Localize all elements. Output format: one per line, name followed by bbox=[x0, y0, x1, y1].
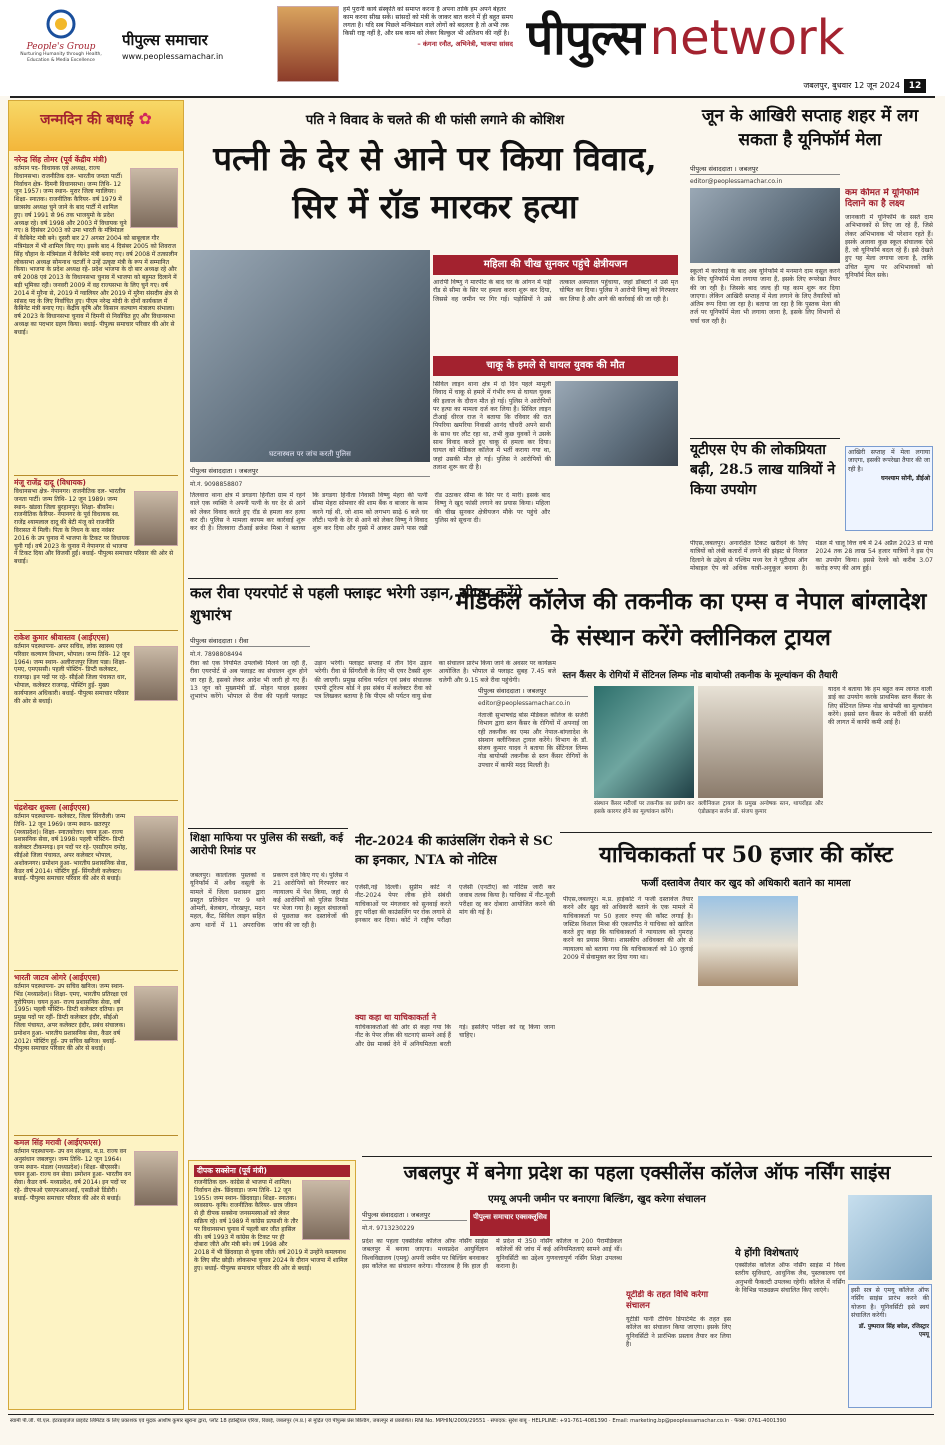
sidebar-title-text: जन्मदिन की बधाई bbox=[40, 112, 134, 128]
nursing-contact: मो.नं. 9713230229 bbox=[362, 1225, 415, 1232]
sidebar-entry bbox=[14, 475, 178, 630]
petition-top-rule bbox=[560, 832, 932, 833]
neet-subhead: क्या कहा था याचिकाकर्ता ने bbox=[355, 1013, 437, 1022]
mafia-headline: शिक्षा माफिया पर पुलिस की सख्ती, कई आरोपी रिमांड पर bbox=[190, 832, 344, 857]
entry-photo bbox=[134, 986, 178, 1041]
dateline: जबलपुर, बुधवार 12 जून 2024 bbox=[803, 81, 900, 90]
airport-contact: मो.नं. 7898808494 bbox=[190, 651, 243, 658]
neet-headline: नीट-2024 की काउंसलिंग रोकने से SC का इनकार, NTA को नोटिस bbox=[355, 834, 553, 868]
masthead-rule bbox=[10, 96, 935, 98]
lead-contact: मो.नं. 9098858807 bbox=[190, 481, 243, 488]
brand-english: network bbox=[649, 10, 845, 66]
brand-hindi: पीपुल्स bbox=[526, 10, 644, 66]
sidebar-entry bbox=[14, 630, 178, 800]
entry-body: वर्तमान पदस्थापना- उप सचिव खनिज। जन्म स्थान- भिंड (मध्यप्रदेश)। शिक्षा- एमए, भारतीय प्रतिरक्षा एवं यूरोपियन। चयन हुआ- राज्य प्रशासनिक सेवा, वर्ष 1995। पहली पोस्टिंग- डिप्टी कलेक्टर दतिया। इन प्रमुख पदों पर रहीं- डिप्टी कलेक्टर इंदौर, सीईओ जिला पंचायत, अपर कलेक्टर इंदौर, प्रबंध संचालक। प्रमोशन हुआ- भारतीय प्रशासनिक सेवा, कैडर वर्ष 2012। पोस्टिंग हुई- उप सचिव खनिज। बधाई- पीपुल्स समाचार परिवार की ओर से बधाई। bbox=[14, 983, 128, 1053]
entry-photo bbox=[134, 491, 178, 546]
nursing-body3: एक्सीलेंस कॉलेज ऑफ नर्सिंग साइंस में विश्व स्तरीय सुविधाएं, आधुनिक लैब, पुस्तकालय एवं अनुभवी फैकल्टी उपलब्ध रहेगी। कॉलेज में नर्सिंग के विभिन्न पाठ्यक्रम संचालित किए जाएंगे। bbox=[735, 1262, 845, 1294]
lead-subhead-bar: महिला की चीख सुनकर पहुंचे क्षेत्रीयजन bbox=[433, 255, 678, 275]
uts-headline: यूटीएस ऐप की लोकप्रियता बढ़ी, 28.5 लाख यात्रियों ने किया उपयोग bbox=[690, 442, 836, 498]
quote-box bbox=[343, 6, 513, 84]
entry-body: वर्तमान पद- विधायक एवं अध्यक्ष, राज्य विधानसभा। राजनीतिक दल- भारतीय जनता पार्टी। निर्वाचन क्षेत्र- दिमनी विधानसभा। जन्म तिथि- 12 जून 1957। जन्म स्थान- मुरार जिला ग्वालियर। शिक्षा- स्नातक। राजनीतिक कैरियर- वर्ष 1979 में छात्रसंघ अध्यक्ष चुने जाने के बाद पार्टी में शामिल हुए। वर्ष 1991 से 96 तक भाजयुमो के प्रदेश अध्यक्ष रहे। वर्ष 1998 और 2003 में विधायक चुने गए। 8 दिसंबर 2003 को उमा भारती के मंत्रिमंडल में कैबिनेट मंत्री बने। दूसरी बार 27 अगस्त 2004 को बाबूलाल गौर मंत्रिमंडल में भी शामिल किए गए। इसके बाद 4 दिसंबर 2005 को शिवराज सिंह चौहान के मंत्रिमंडल में कैबिनेट मंत्री बनाए गए। वर्ष 2008 में तत्कालीन लोकसभा अध्यक्ष सोमनाथ चटर्जी ने उन्हें उत्कृष्ट मंत्री के रूप में सम्मानित किया। भाजपा के प्रदेश अध्यक्ष रहे- प्रदेश भाजपा के दो बार अध्यक्ष रहे और वर्ष 2008 एवं 2013 के विधानसभा चुनाव में भाजपा को बहुमत दिलाने में बड़ी भूमिका रही। जनवरी 2009 में वह राज्यसभा के लिए चुने गए। वर्ष 2014 में मुरैना से, 2019 में ग्वालियर और 2019 में मुरैना संसदीय क्षेत्र से सांसद पद के लिए निर्वाचित हुए। पीएम नरेन्द्र मोदी के दोनों कार्यकाल में कैबिनेट मंत्री बनाए गए। केंद्रीय कृषि और किसान कल्याण मंत्रालय संभाला। वर्ष 2023 के विधानसभा चुनाव में दिमनी से निर्वाचित हुए और विधानसभा अध्यक्ष का पदभार ग्रहण किया। बधाई- पीपुल्स समाचार परिवार की ओर से बधाई। bbox=[14, 165, 178, 336]
birthday-sidebar bbox=[8, 100, 184, 1410]
petition-subhead: फर्जी दस्तावेज तैयार कर खुद को अधिकारी बताने का मामला bbox=[641, 878, 851, 889]
brand bbox=[526, 4, 936, 74]
nurse-photo bbox=[848, 1195, 932, 1280]
sidebar-entry bbox=[14, 1135, 178, 1335]
lead-byline bbox=[190, 466, 430, 491]
page-number: 12 bbox=[904, 79, 926, 93]
lead-kicker: पति ने विवाद के चलते की थी फांसी लगाने की कोशिश bbox=[305, 113, 565, 128]
entry-name: कमल सिंह मरावी (आईएफएस) bbox=[14, 1138, 102, 1147]
lead-body-right: आरोपी विष्णु ने मारपीट के बाद घर के आंगन में पड़ी रॉड से सीमा के सिर पर हमला करना शुरू कर दिया, जिससे वह जमीन पर गिर गई। पड़ोसियों ने उसे तत्काल अस्पताल पहुंचाया, जहां डॉक्टरों ने उसे मृत घोषित कर दिया। पुलिस ने आरोपी विष्णु को गिरफ्तार कर लिया है और आगे की कार्रवाई की जा रही है। bbox=[433, 279, 678, 303]
nursing-headline: जबलपुर में बनेगा प्रदेश का पहला एक्सीलेंस कॉलेज ऑफ नर्सिंग साइंस bbox=[403, 1162, 891, 1184]
mafia-top-rule bbox=[188, 828, 348, 829]
uniform-subhead: कम कीमत में यूनिफॉर्म दिलाने का है लक्ष्य bbox=[845, 188, 920, 209]
sidebar-entry bbox=[14, 970, 178, 1135]
logo-ring-icon bbox=[41, 8, 81, 42]
petition-body-right bbox=[805, 896, 932, 1151]
uniform-body: स्कूलों में कार्रवाई के बाद अब यूनिफॉर्म में मनमाने दाम वसूल करने के लिए यूनिफॉर्म मेला लगाया जाना है, इसके लिए रूपरेखा तैयार की जा रही है। जिसके बाद जल्द ही यह काम शुरू कर दिया जाएगा। लेकिन आखिरी सप्ताह में मेला लगाने के लिए तैयारियों को अंतिम रूप दिया जा रहा है। बताया जा रहा है कि पुस्तक मेला की तर्ज पर यूनिफॉर्म मेला भी लगाया जाना है, इसके लिए विभागों से चर्चा चल रही है। bbox=[690, 268, 840, 325]
medical-subhead: स्तन कैंसर के रोगियों में सेंटिनल लिम्फ नोड बायोप्सी तकनीक के मूल्यांकन की तैयारी bbox=[562, 671, 838, 681]
second-story-body: सिविल लाइन थाना क्षेत्र में दो दिन पहले मामूली विवाद में चाकू से हमले में गंभीर रूप से घायल युवक की इलाज के दौरान मौत हो गई। पुलिस ने आरोपियों पर हत्या का मामला दर्ज कर लिया है। सिविल लाइन टीआई धीरज राज ने बताया कि रविवार की रात पिपरिया खमरिया निवासी आनंद चौधरी अपने साथी के साथ घर लौट रहा था, तभी कुछ युवकों ने उसके साथ विवाद करते हुए चाकू से हमला कर दिया। घायल को मेडिकल कॉलेज में भर्ती कराया गया था, जहां उसकी मौत हो गई। पुलिस ने आरोपियों की तलाश शुरू कर दी है। bbox=[433, 381, 551, 471]
second-story-photo bbox=[555, 381, 678, 466]
nursing-body2: यूटीडी यानी टीचिंग डिपार्टमेंट के तहत इस कॉलेज का संचालन किया जाएगा। इसके लिए यूनिवर्सिटी ने प्रारंभिक प्रस्ताव तैयार कर लिया है। bbox=[626, 1316, 731, 1348]
uniform-photo bbox=[690, 188, 840, 263]
entry-photo bbox=[134, 1151, 178, 1206]
masthead bbox=[0, 0, 945, 96]
group-name: People's Group bbox=[26, 42, 96, 52]
high-court-photo bbox=[698, 896, 798, 986]
medical-body: नेताजी सुभाषचंद्र बोस मेडिकल कॉलेज के सर्जरी विभाग द्वारा स्तन कैंसर के रोगियों में अपनाई जा रही तकनीक का एम्स और नेपाल-बांग्लादेश के संस्थान क्लीनिकल ट्रायल करेंगे। विभाग के डॉ. संजय कुमार यादव ने बताया कि सेंटिनल लिम्फ नोड बायोप्सी तकनीक से स्तन कैंसर रोगियों के उपचार में काफी मदद मिलती है। bbox=[478, 712, 588, 769]
entry-name: मंजू राजेंद्र दादू (विधायक) bbox=[14, 478, 86, 487]
medical-caption-left: संस्थान कैंसर मरीजों पर तकनीक का प्रयोग कर इसके कारगर होने का मूल्यांकन करेंगे। bbox=[594, 801, 694, 816]
medical-doctor-photo bbox=[698, 686, 823, 798]
medical-email[interactable]: editor@peoplessamachar.co.in bbox=[478, 700, 571, 707]
entry-name: राकेश कुमार श्रीवास्तव (आईएएस) bbox=[14, 633, 110, 642]
paper-name bbox=[122, 30, 282, 70]
entry-body: वर्तमान पदस्थापना- अपर सचिव, लोक स्वास्थ्य एवं परिवार कल्याण विभाग, भोपाल। जन्म तिथि- 12 जून 1964। जन्म स्थान- अलीराजपुर जिला पन्ना। शिक्षा- एमए, एमएससी। पहली पोस्टिंग- डिप्टी कलेक्टर, राजगढ़। इन पदों पर रहे- सीईओ जिला पंचायत धार, भोपाल, कलेक्टर राजगढ़, पोस्टिंग हुई- मुख्य कार्यपालन अधिकारी। बधाई- पीपुल्स समाचार परिवार की ओर से बधाई। bbox=[14, 643, 130, 705]
quote-attribution: – कंगना रनौत, अभिनेत्री, भाजपा सांसद bbox=[417, 40, 513, 48]
nursing-byline: पीपुल्स संवाददाता । जबलपुर bbox=[362, 1210, 467, 1221]
extra-photo bbox=[302, 1180, 350, 1240]
uniform-email[interactable]: editor@peoplessamachar.co.in bbox=[690, 178, 783, 185]
nursing-byline-block bbox=[362, 1210, 467, 1235]
nursing-exclusive-badge: पीपुल्स समाचार एक्सक्लूसिव bbox=[470, 1210, 550, 1236]
extra-title: दीपक सक्सेना (पूर्व मंत्री) bbox=[194, 1165, 350, 1177]
uniform-headline: जून के आखिरी सप्ताह शहर में लग सकता है यूनिफॉर्म मेला bbox=[701, 106, 919, 150]
entry-body: वर्तमान पदस्थापना- उप वन संरक्षक, म.प्र. राज्य वन अनुसंधान जबलपुर। जन्म तिथि- 12 जून 1964। जन्म स्थान- मंडला (मध्यप्रदेश)। शिक्षा- बीएससी। चयन हुआ- राज्य वन सेवा। प्रमोशन हुआ- भारतीय वन सेवा। कैडर वर्ष- मध्यप्रदेश, वर्ष 2014। इन पदों पर रहे- डीएफओ एसएफआरआई, एसडीओ डिंडोरी। बधाई- पीपुल्स समाचार परिवार की ओर से बधाई। bbox=[14, 1148, 131, 1202]
nursing-subhead3: ये होंगी विशेषताएं bbox=[735, 1248, 799, 1259]
footer-imprint: स्वामी पी.जी. पी.एल. इंटरप्राइजेज प्राइवेट लिमिटेड के लिए प्रकाशक एवं मुद्रक आशीष कुमार खुराना द्वारा, प्लॉट 18 इंडस्ट्रियल एरिया, रिछाई, जबलपुर (म.प्र.) से मुद्रित एवं पीपुल्स प्रेस बिल्डिंग, जबलपुर से प्रकाशित। RNI No. MPHIN/2009/29551 · संपादक: सुरेश बाबू · HELPLINE: +91-761-4081390 · Email: marketing.bp@peoplessamachar.co.in · फैक्स: 0761-4001390 bbox=[10, 1418, 787, 1424]
uniform-byline-block bbox=[690, 164, 840, 188]
sidebar-entry bbox=[14, 155, 178, 475]
nursing-note-attribution: डॉ. पुष्पराज सिंह बघेल, रजिस्ट्रार एमयू bbox=[858, 1324, 929, 1339]
medical-headline: मेडिकल कॉलेज की तकनीक का एम्स व नेपाल बांग्लादेश के संस्थान करेंगे क्लीनिकल ट्रायल bbox=[455, 588, 927, 651]
paper-title: पीपुल्स समाचार bbox=[122, 31, 208, 49]
peoples-group-logo bbox=[16, 8, 106, 88]
medical-surgery-photo bbox=[594, 686, 694, 798]
sidebar-entry bbox=[14, 800, 178, 970]
flower-icon: ✿ bbox=[138, 109, 152, 128]
entry-name: भारती जाटव ओगरे (आईएएस) bbox=[14, 973, 101, 982]
entry-body: वर्तमान पदस्थापना- कलेक्टर, जिला सिंगरौली। जन्म तिथि- 12 जून 1969। जन्म स्थान- छतरपुर (मध्यप्रदेश)। शिक्षा- स्नातकोत्तर। चयन हुआ- राज्य प्रशासनिक सेवा, वर्ष 1998। पहली पोस्टिंग- डिप्टी कलेक्टर टीकमगढ़। इन पदों पर रहे- एसडीएम दमोह, सीईओ जिला पंचायत, अपर कलेक्टर भोपाल, अशोकनगर। प्रमोशन हुआ- भारतीय प्रशासनिक सेवा, कैडर वर्ष 2014। पोस्टिंग हुई- सिंगरौली कलेक्टर। बधाई- पीपुल्स समाचार परिवार की ओर से बधाई। bbox=[14, 813, 128, 883]
uniform-divider bbox=[690, 438, 840, 439]
group-tagline: Nurturing Humanity through Health, Education & Media Excellence bbox=[20, 52, 102, 63]
entry-photo bbox=[134, 816, 178, 871]
lead-byline-text: पीपुल्स संवाददाता । जबलपुर bbox=[190, 466, 430, 477]
extra-body: राजनीतिक दल- कांग्रेस से भाजपा में शामिल। निर्वाचन क्षेत्र- छिंदवाड़ा। जन्म तिथि- 12 जून 1955। जन्म स्थान- छिंदवाड़ा। शिक्षा- स्नातक। व्यवसाय- कृषि। राजनीतिक कैरियर- छात्र जीवन से ही दीपक सक्सेना जनसमस्याओं को लेकर सक्रिय रहे। वर्ष 1989 में कांग्रेस प्रत्याशी के तौर पर विधानसभा चुनाव में पहली बार जीत हासिल की। वर्ष 1993 में कांग्रेस के टिकट पर ही दोबारा जीते और मंत्री बने। वर्ष 1998 और 2018 में भी छिंदवाड़ा से चुनाव जीते। वर्ष 2019 में उन्होंने कमलनाथ के लिए सीट छोड़ी। लोकसभा चुनाव 2024 के दौरान भाजपा में शामिल हुए। बधाई- पीपुल्स समाचार परिवार की ओर से बधाई। bbox=[194, 1179, 348, 1272]
quote-portrait bbox=[277, 6, 339, 82]
medical-byline: पीपुल्स संवाददाता । जबलपुर bbox=[478, 686, 588, 697]
footer-rule bbox=[8, 1414, 934, 1415]
lead-photo bbox=[190, 250, 430, 462]
uniform-note bbox=[845, 446, 933, 531]
medical-caption-right: क्लीनिकल ट्रायल के प्रमुख अन्वेषक स्तन, थायरॉइड और एंडोक्राइन सर्जन डॉ. संजय कुमार bbox=[698, 801, 823, 816]
airport-byline: पीपुल्स संवाददाता । रीवा bbox=[190, 636, 310, 647]
uniform-body2: जानकारी में यूनिफॉर्म के सस्ते दाम अभिभावकों से लिए जा रहे हैं, जिसे लेकर अभिभावक भी परेशान रहते हैं। इसके अलावा कुछ स्कूल संचालक ऐसे हैं, जो यूनिफॉर्म बदल रहे हैं। इसे देखते हुए यह मेला लगाया जाना है, ताकि उचित मूल्य पर अभिभावकों को यूनिफॉर्म मिल सके। bbox=[845, 214, 933, 280]
nursing-note-text: इसी सत्र से एमयू कॉलेज ऑफ नर्सिंग साइंस प्रारंभ करने की योजना है। यूनिवर्सिटी इसे स्वयं संचालित करेगी। bbox=[851, 1287, 929, 1319]
nursing-subhead2: यूटीडी के तहत विधि करेगा संचालन bbox=[626, 1290, 709, 1311]
nursing-note bbox=[848, 1284, 932, 1408]
uniform-note-text: आखिरी सप्ताह में मेला लगाया जाएगा, इसकी रूपरेखा तैयार की जा रही है। bbox=[848, 449, 930, 473]
paper-website[interactable]: www.peoplessamachar.in bbox=[122, 52, 224, 61]
lead-headline: पत्नी के देर से आने पर किया विवाद, सिर में रॉड मारकर हत्या bbox=[213, 139, 657, 226]
medical-byline-block bbox=[478, 686, 588, 710]
airport-body: रीवा को एक नियमित उपलब्धि मिलने जा रही है, रीवा एयरपोर्ट से अब फ्लाइट का संचालन शुरू होने जा रहा है, इसको लेकर आदेश भी जारी हो गए हैं। 13 जून को मुख्यमंत्री डॉ. मोहन यादव इसका शुभारंभ करेंगे। भोपाल से रीवा की पहली फ्लाइट उड़ान भरेगी। फ्लाइट सप्ताह में तीन दिन उड़ान भरेगी। रीवा से सिंगरौली के लिए भी एयर टैक्सी शुरू की जाएगी। प्रमुख सचिव पर्यटन एवं प्रबंध संचालक एमपी टूरिज्म बोर्ड ने इस संबंध में कलेक्टर रीवा को पत्र लिखकर बताया है कि पीएम श्री पर्यटन वायु सेवा का संचालन प्रारंभ किया जाने के अवसर पर कार्यक्रम आयोजित है। भोपाल से फ्लाइट सुबह 7.45 बजे चलेगी और 9.15 बजे रीवा पहुंचेगी। bbox=[190, 660, 556, 701]
neet-body: एजेंसी,नई दिल्ली। सुप्रीम कोर्ट ने नीट-2024 पेपर लीक होने संबंधी याचिकाओं पर मंगलवार को सुनवाई करते हुए परीक्षा की काउंसलिंग पर रोक लगाने से इनकार कर दिया। कोर्ट ने राष्ट्रीय परीक्षा एजेंसी (एनटीए) को नोटिस जारी कर जवाब तलब किया है। याचिका में नीट-यूजी परीक्षा रद्द कर दोबारा आयोजित करने की मांग की गई है। bbox=[355, 884, 555, 925]
petition-body: पीएस,जबलपुर। म.प्र. हाईकोर्ट ने फर्जी दस्तावेज तैयार करने और खुद को अधिकारी बताने के एक मामले में याचिकाकर्ता पर 50 हजार रुपए की कॉस्ट लगाई है। जस्टिस विशाल मिश्रा की एकलपीठ ने याचिका को खारिज करते हुए कहा कि याचिकाकर्ता ने न्यायालय को गुमराह करने का प्रयास किया। शासकीय अधिवक्ता की ओर से न्यायालय को बताया गया कि याचिकाकर्ता को 10 जुलाई 2009 में सेवामुक्त कर दिया गया था। bbox=[563, 896, 693, 962]
nursing-top-rule bbox=[362, 1156, 932, 1157]
sidebar-title bbox=[9, 101, 183, 151]
nursing-subhead: एमयू अपनी जमीन पर बनाएगा बिल्डिंग, खुद करेगा संचालन bbox=[488, 1194, 706, 1205]
entry-name: नरेन्द्र सिंह तोमर (पूर्व केंद्रीय मंत्री) bbox=[14, 155, 108, 164]
birthday-extra bbox=[188, 1160, 356, 1410]
uniform-note-attribution: घनश्याम सोनी, डीईओ bbox=[881, 474, 930, 482]
airport-top-rule bbox=[188, 578, 558, 579]
nursing-body: प्रदेश का पहला एक्सीलेंस कॉलेज ऑफ नर्सिंग साइंस जबलपुर में बनाया जाएगा। मध्यप्रदेश आयुर्विज्ञान विश्वविद्यालय (एमयू) अपनी जमीन पर बिल्डिंग बनवाकर इस कॉलेज का संचालन करेगा। गौरतलब है कि हाल ही में प्रदेश में 350 नर्सिंग कॉलेज व 200 पैरामेडिकल कॉलेजों की जांच में कई अनियमितताएं सामने आई थीं। यूनिवर्सिटी का उद्देश्य गुणवत्तापूर्ण नर्सिंग शिक्षा उपलब्ध कराना है। bbox=[362, 1238, 622, 1270]
entry-body: विधानसभा क्षेत्र- नेपानगर। राजनीतिक दल- भारतीय जनता पार्टी। जन्म तिथि- 12 जून 1989। जन्म स्थान- खंडवा जिला बुरहानपुर। शिक्षा- बीकॉम। राजनीतिक कैरियर- नेपानगर के पूर्व विधायक स्व. राजेंद्र श्यामलाल दादू की बेटी मंजू को राजनीति विरासत में मिली। पिता के निधन के बाद नवंबर 2016 के उप चुनाव में भाजपा के टिकट पर विधायक चुनी गईं। वर्ष 2023 के चुनाव में नेपानगर से भाजपा ने टिकट दिया और विजयी हुईं। बधाई- पीपुल्स समाचार परिवार की ओर से बधाई। bbox=[14, 488, 174, 566]
uts-body: पीएस,जबलपुर। अनारक्षित टिकट खरीदने के लिए यात्रियों को लंबी कतारों में लगने की झंझट से निजात दिलाने के उद्देश्य से पश्चिम मध्य रेल ने यूटीएस ऑन मोबाइल ऐप को अधिक यात्री-अनुकूल बनाया है। मंडल में चालू वित्त वर्ष में 24 अप्रैल 2023 से मार्च 2024 तक 28 लाख 54 हजार यात्रियों ने इस ऐप का उपयोग किया। इससे रेलवे को करीब 3.07 करोड़ रुपए की आय हुई। bbox=[690, 540, 933, 572]
petition-headline: याचिकाकर्ता पर 50 हजार की कॉस्ट bbox=[599, 842, 893, 868]
lead-body: तिलवारा थाना क्षेत्र में डगडगा हिनौता ग्राम में रहने वाले एक व्यक्ति ने अपनी पत्नी के घर देर से आने को लेकर विवाद करते हुए रॉड से हमला कर हत्या कर दी। पुलिस ने मामला कायम कर कार्रवाई शुरू कर दी है। तिलवारा टीआई ब्रजेश मिश्रा ने बताया कि डगडगा हिनौता निवासी विष्णु मेहरा की पत्नी सीमा मेहरा सोमवार की शाम बैंक व बाजार के काम करने गई थी, जो शाम को लगभग साढ़े 6 बजे घर लौटी। पत्नी के देर से आने को लेकर विष्णु ने विवाद शुरू कर दिया और गुस्से में आकर उसने पास रखी रॉड उठाकर सीमा के सिर पर दे मारी। इसके बाद विष्णु ने खुद फांसी लगाने का प्रयास किया। महिला की चीख सुनकर क्षेत्रीयजन मौके पर पहुंचे और पुलिस को सूचना दी। bbox=[190, 492, 550, 533]
airport-headline: कल रीवा एयरपोर्ट से पहली फ्लाइट भरेगी उड़ान, सीएम करेंगे शुभारंभ bbox=[190, 584, 522, 624]
second-story-bar: चाकू के हमले से घायल युवक की मौत bbox=[433, 356, 678, 376]
airport-byline-block bbox=[190, 636, 310, 661]
entry-photo bbox=[134, 646, 178, 701]
quote-text: हमें पुरानी कार्य संस्कृति को समाप्त करना है अपना ताकि हम अपने बेहतर काम करना सीख सकें। सांसदों को मंत्री के जाकर बात करने में ही बहुत समय लगता है। यदि सब पिछले मन्त्रिमंडल वाले लोगों को बदलता है तो अभी तक किसी राष्ट्र नहीं है, और सब काम को लेकर बिल्कुल भी अतिशय की नहीं है। bbox=[343, 6, 513, 37]
entry-photo bbox=[130, 168, 178, 228]
entry-name: चंद्रशेखर शुक्ला (आईएएस) bbox=[14, 803, 91, 812]
neet-body2: याचिकाकर्ताओं की ओर से कहा गया कि नीट के पेपर लीक की घटनाएं सामने आई हैं और ग्रेस मार्क्स देने में अनियमितता बरती गई। इसलिए परीक्षा को रद्द किया जाना चाहिए। bbox=[355, 1024, 555, 1048]
lead-photo-caption: घटनास्थल पर जांच करती पुलिस bbox=[269, 450, 351, 458]
uniform-byline: पीपुल्स संवाददाता । जबलपुर bbox=[690, 164, 840, 175]
medical-body-right: यादव ने बताया कि हम बहुत कम लागत वाली डाई का उपयोग करके प्राथमिक स्तन कैंसर के लिए सेंटिनल लिम्फ नोड बायोप्सी का मूल्यांकन करेंगे। इससे स्तन कैंसर के मरीजों की सर्जरी की लागत में काफी कमी आई है। bbox=[828, 686, 932, 727]
mafia-body: जबलपुर। कालांतक पुस्तकों व यूनिफॉर्म में अवैध वसूली के मामले में जिला प्रशासन द्वारा प्रस्तुत प्रतिवेदन पर 9 थाने ओमती, बेलबाग, गोरखपुर, मदन महल, कैंट, सिविल लाइन सहित अन्य थानों में 11 अपराधिक प्रकरण दर्ज किए गए थे। पुलिस ने 21 आरोपियों को गिरफ्तार कर न्यायालय में पेश किया, जहां से कई आरोपियों को पुलिस रिमांड पर भेजा गया है। स्कूल संचालकों से पूछताछ कर दस्तावेजों की जांच की जा रही है। bbox=[190, 872, 348, 929]
